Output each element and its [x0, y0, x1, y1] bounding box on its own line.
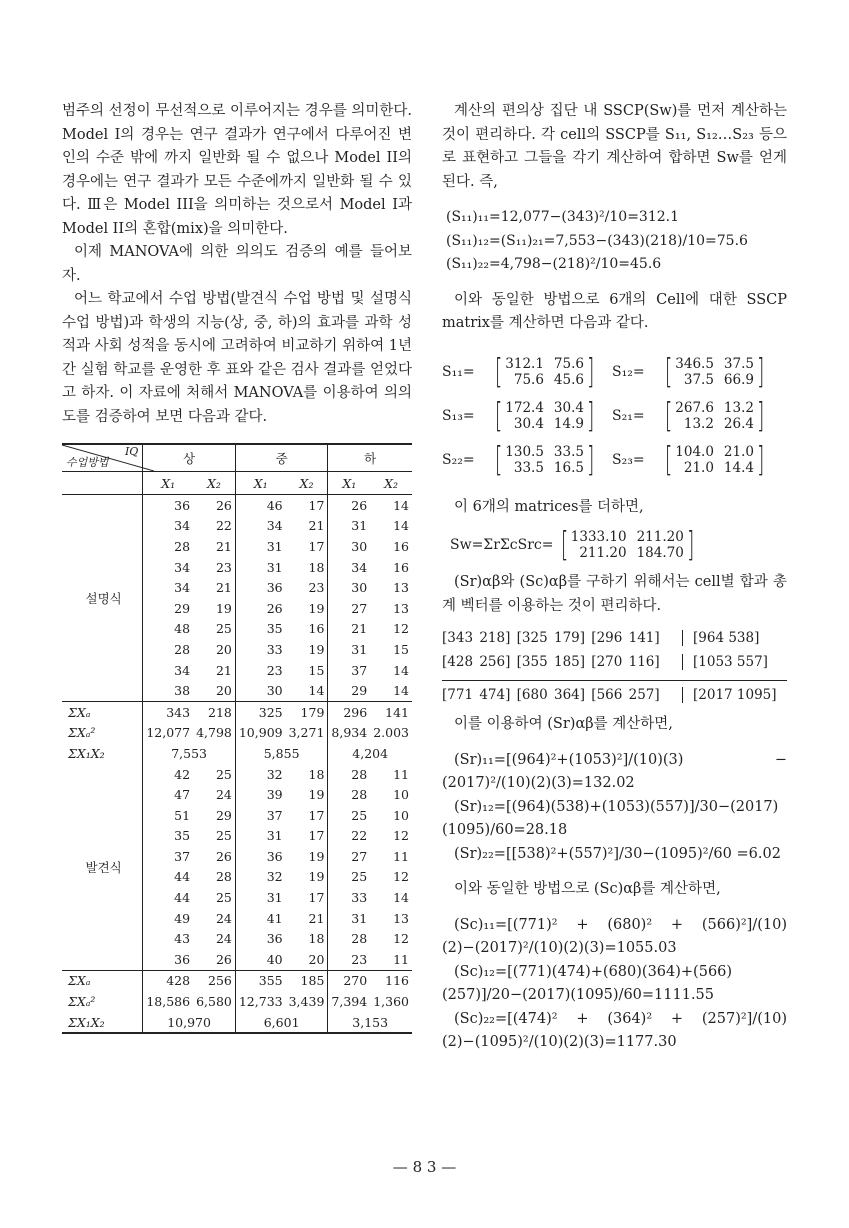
- table-cell: 26: [215, 497, 232, 513]
- sum-x-row: [62, 701, 412, 722]
- vector-row: [442, 650, 787, 674]
- table-cell: 35: [235, 619, 285, 640]
- matrix-entry: 26.4: [723, 415, 754, 432]
- matrix-entry: 33.5: [513, 459, 544, 476]
- table-cell: 28: [143, 536, 193, 557]
- table-cell: 24: [215, 787, 232, 803]
- table-cell: 28: [328, 784, 370, 805]
- sum-label: ΣX₁X₂: [62, 1012, 143, 1034]
- table-cell: 12: [393, 869, 409, 885]
- sum-cell: 296: [328, 701, 370, 722]
- matrix-entry: 30.4: [553, 399, 584, 416]
- matrix-entry: 45.6: [553, 371, 584, 388]
- matrix: [662, 395, 767, 436]
- table-cell: 25: [215, 828, 232, 844]
- table-cell: 27: [328, 598, 370, 619]
- table-cell: 10: [393, 807, 409, 823]
- right-paragraph-1: 계산의 편의상 집단 내 SSCP(Sw)를 먼저 계산하는 것이 편리하다. 각 cell의 SSCP를 S₁₁, S₁₂…S₂₃ 등으로 표현하고 그들을 각기 계산하여 합하면 Sw를 얻게 된다. 즉,: [442, 103, 787, 190]
- right-paragraph-3: 이 6개의 matrices를 더하면,: [454, 498, 644, 515]
- matrix-label: S₂₃=: [612, 451, 645, 468]
- matrix-entry: 267.6: [675, 399, 714, 416]
- variable-header: X₁: [235, 472, 285, 495]
- matrix-entry: 184.70: [636, 545, 684, 561]
- table-cell: 27: [328, 846, 370, 867]
- level-header: 하: [328, 444, 412, 472]
- table-cell: 16: [308, 621, 325, 637]
- table-cell: 11: [393, 848, 409, 864]
- table-cell: 36: [235, 577, 285, 598]
- left-column: [62, 100, 412, 1034]
- table-cell: 31: [328, 516, 370, 537]
- table-cell: 36: [235, 928, 285, 949]
- right-bracket: ]: [756, 395, 765, 436]
- equation: (S₁₁)₁₂=(S₁₁)₂₁=7,553−(343)(218)/10=75.6: [446, 232, 748, 249]
- sum-cell: 10,970: [143, 1012, 236, 1034]
- table-cell: 34: [328, 557, 370, 578]
- table-cell: 25: [328, 805, 370, 826]
- table-cell: 20: [215, 683, 232, 699]
- right-bracket: ]: [586, 351, 595, 392]
- right-bracket: ]: [686, 525, 695, 565]
- table-cell: 28: [328, 764, 370, 785]
- sum-x1x2-row: [62, 1012, 412, 1034]
- table-cell: 21: [215, 580, 232, 596]
- table-cell: 47: [143, 784, 193, 805]
- sum-cell: 3,439: [288, 994, 325, 1010]
- sum-x2-row: [62, 723, 412, 744]
- sum-cell: 4,204: [328, 743, 412, 764]
- table-cell: 34: [143, 516, 193, 537]
- right-bracket: ]: [756, 351, 765, 392]
- table-cell: 25: [215, 766, 232, 782]
- table-cell: 28: [215, 869, 232, 885]
- matrix-entry: 211.20: [579, 545, 627, 561]
- matrix: [492, 351, 597, 392]
- table-cell: 26: [215, 951, 232, 967]
- table-cell: 17: [308, 828, 325, 844]
- table-cell: 18: [308, 766, 325, 782]
- table-cell: 16: [393, 559, 409, 575]
- left-bracket: [: [494, 395, 503, 436]
- level-header: 중: [235, 444, 328, 472]
- matrix-label: S₁₃=: [442, 407, 475, 424]
- sum-label: ΣX₁X₂: [68, 745, 105, 761]
- matrix-body: [675, 400, 754, 432]
- variable-header: X₁: [143, 472, 193, 495]
- table-cell: 17: [308, 890, 325, 906]
- matrix-body: [505, 356, 584, 388]
- matrix-label: S₂₁=: [612, 407, 645, 424]
- table-cell: 31: [235, 557, 285, 578]
- variable-header: X₂: [286, 472, 328, 495]
- sw-matrix-row: [442, 519, 787, 571]
- matrix-label: S₁₂=: [612, 363, 645, 380]
- table-cell: 32: [235, 764, 285, 785]
- table-cell: 37: [143, 846, 193, 867]
- matrix-row: [442, 394, 787, 438]
- table-cell: 23: [328, 949, 370, 970]
- corner-diagonal: [62, 445, 142, 471]
- table-cell: 11: [393, 951, 409, 967]
- table-cell: 36: [235, 846, 285, 867]
- sum-cell: 8,934: [328, 723, 370, 744]
- equation: (Sc)₂₂=[(474)² + (364)² + (257)²]/(10)(2)−(1095)²/(10)(2)(3)=1177.30: [442, 1010, 787, 1050]
- table-header-row: [62, 444, 412, 472]
- table-cell: 23: [235, 660, 285, 681]
- sum-cell: 1,360: [373, 994, 409, 1010]
- sum-cell: 218: [193, 701, 235, 722]
- matrix-cell: [442, 439, 612, 480]
- table-cell: 13: [393, 910, 409, 926]
- matrix-entry: 37.5: [683, 371, 714, 388]
- table-cell: 33: [235, 639, 285, 660]
- table-cell: 19: [308, 641, 325, 657]
- table-cell: 38: [143, 680, 193, 701]
- table-corner: [62, 444, 143, 472]
- matrix-entry: 1333.10: [570, 529, 627, 545]
- sum-cell: 12,733: [235, 991, 285, 1012]
- matrix-cell: [612, 351, 782, 392]
- sum-cell: 141: [370, 701, 412, 722]
- left-paragraph-3: 어느 학교에서 수업 방법(발견식 수업 방법 및 설명식 수업 방법)과 학생의 지능(상, 중, 하)의 효과를 과학 성적과 사회 성적을 동시에 고려하여 비교하기 위하여 1년간 실험 학교를 운영한 후 표와 같은 검사 결과를 얻었다고 하자. 이 자료에 처해서 MANOVA를 이용하여 의의도를 검증하여 보면 다음과 같다.: [62, 291, 412, 425]
- right-bracket: ]: [756, 439, 765, 480]
- table-cell: 18: [308, 559, 325, 575]
- table-cell: 30: [235, 680, 285, 701]
- table-cell: 23: [215, 559, 232, 575]
- left-bracket: [: [494, 439, 503, 480]
- corner-bottom-label: 수업방법: [66, 456, 109, 469]
- matrix-entry: 130.5: [505, 443, 544, 460]
- sum-label: ΣXₐ: [62, 701, 143, 722]
- sum-cell: 7,553: [143, 743, 236, 764]
- equation: (S₁₁)₁₁=12,077−(343)²/10=312.1: [446, 209, 680, 225]
- table-cell: 22: [215, 518, 232, 534]
- table-cell: 34: [143, 557, 193, 578]
- table-cell: 44: [143, 887, 193, 908]
- table-cell: 31: [235, 826, 285, 847]
- table-cell: 28: [143, 639, 193, 660]
- right-paragraph-4: (Sr)αβ와 (Sc)αβ를 구하기 위해서는 cell별 합과 총계 벡터를 이용하는 것이 편리하다.: [442, 574, 787, 614]
- sum-cell: 355: [235, 970, 285, 991]
- equation: (Sr)₁₂=[(964)(538)+(1053)(557)]/30−(2017)(1095)/60=28.18: [442, 798, 779, 838]
- matrix: [492, 439, 597, 480]
- table-cell: 36: [143, 949, 193, 970]
- sum-cell: 3,271: [288, 725, 325, 741]
- table-cell: 32: [235, 867, 285, 888]
- s11-equations: [442, 206, 787, 277]
- matrix: [558, 525, 698, 565]
- matrix-entry: 14.9: [553, 415, 584, 432]
- matrix: [492, 395, 597, 436]
- left-bracket: [: [664, 395, 673, 436]
- table-cell: 19: [308, 787, 325, 803]
- table-cell: 37: [235, 805, 285, 826]
- matrix-cell: [612, 439, 782, 480]
- right-paragraph-5: 이를 이용하여 (Sr)αβ를 계산하면,: [454, 716, 673, 732]
- table-cell: 34: [235, 516, 285, 537]
- page-number: — 8 3 —: [392, 1158, 457, 1176]
- right-bracket: ]: [586, 395, 595, 436]
- table-cell: 19: [215, 600, 232, 616]
- table-cell: 30: [328, 536, 370, 557]
- table-cell: 20: [215, 641, 232, 657]
- table-cell: 14: [393, 890, 409, 906]
- sum-cell: 7,394: [328, 991, 370, 1012]
- table-cell: 41: [235, 908, 285, 929]
- matrix-label: S₂₂=: [442, 451, 475, 468]
- table-cell: 29: [215, 807, 232, 823]
- table-cell: 37: [328, 660, 370, 681]
- sum-label: ΣXₐ²: [68, 994, 96, 1010]
- row-total-vector: [1053 557]: [682, 654, 768, 670]
- table-cell: 14: [393, 518, 409, 534]
- sum-x1x2-row: [62, 743, 412, 764]
- matrix-entry: 13.2: [723, 399, 754, 416]
- matrix-entry: 13.2: [683, 415, 714, 432]
- table-row: [62, 495, 412, 516]
- table-cell: 17: [308, 497, 325, 513]
- sr-equations: [442, 749, 787, 867]
- table-cell: 23: [308, 580, 325, 596]
- table-cell: 28: [328, 928, 370, 949]
- table-cell: 19: [308, 600, 325, 616]
- table-cell: 49: [143, 908, 193, 929]
- table-cell: 15: [393, 641, 409, 657]
- matrix-cell: [442, 351, 612, 392]
- table-cell: 33: [328, 887, 370, 908]
- variable-header: X₂: [370, 472, 412, 495]
- data-table: [62, 443, 412, 1034]
- table-cell: 20: [308, 951, 325, 967]
- table-cell: 40: [235, 949, 285, 970]
- vector-row: [442, 626, 787, 650]
- equation: (S₁₁)₂₂=4,798−(218)²/10=45.6: [446, 256, 662, 272]
- table-cell: 12: [393, 828, 409, 844]
- left-bracket: [: [494, 351, 503, 392]
- matrix-body: [571, 529, 684, 561]
- matrix-entry: 172.4: [505, 399, 544, 416]
- sum-x-row: [62, 970, 412, 991]
- matrix-row: [442, 350, 787, 394]
- matrix-entry: 312.1: [505, 355, 544, 372]
- table-cell: 12: [393, 931, 409, 947]
- table-cell: 25: [215, 621, 232, 637]
- right-bracket: ]: [586, 439, 595, 480]
- table-cell: 19: [308, 869, 325, 885]
- matrix-body: [675, 356, 754, 388]
- sum-cell: 12,077: [143, 723, 193, 744]
- left-bracket: [: [664, 439, 673, 480]
- matrix: [662, 439, 767, 480]
- row-total-vector: [964 538]: [682, 630, 759, 646]
- left-bracket: [: [664, 351, 673, 392]
- matrix-entry: 37.5: [723, 355, 754, 372]
- matrix-entry: 75.6: [513, 371, 544, 388]
- table-row: [62, 764, 412, 785]
- table-cell: 14: [393, 662, 409, 678]
- left-paragraph-1: 범주의 선정이 무선적으로 이루어지는 경우를 의미한다. Model I의 경우는 연구 결과가 연구에서 다루어진 변인의 수준 밖에 까지 일반화 될 수 없으나 Model II의 경우에는 연구 결과가 모든 수준에까지 일반화 될 수 있다. Ⅲ은 Model III을 의미하는 것으로서 Model I과 Model II의 혼합(mix)을 의미한다.: [62, 103, 412, 237]
- sc-equations: [442, 914, 787, 1055]
- sum-cell: 6,601: [235, 1012, 328, 1034]
- matrix-entry: 104.0: [675, 443, 714, 460]
- group-label: 발견식: [85, 859, 122, 875]
- table-cell: 29: [328, 680, 370, 701]
- sum-cell: 256: [193, 970, 235, 991]
- table-cell: 42: [143, 764, 193, 785]
- left-bracket: [: [560, 525, 568, 565]
- total-vectors: [442, 626, 787, 707]
- blank-cell: [62, 472, 143, 495]
- matrix-label: S₁₁=: [442, 363, 475, 380]
- table-cell: 14: [393, 497, 409, 513]
- table-cell: 43: [143, 928, 193, 949]
- table-cell: 44: [143, 867, 193, 888]
- sum-cell: 325: [235, 701, 285, 722]
- table-cell: 31: [328, 908, 370, 929]
- table-cell: 16: [393, 538, 409, 554]
- right-column: [442, 100, 787, 1067]
- matrix-body: [505, 400, 584, 432]
- matrix-entry: 346.5: [675, 355, 714, 372]
- table-cell: 48: [143, 619, 193, 640]
- table-cell: 36: [143, 495, 193, 516]
- variable-header-row: [62, 472, 412, 495]
- sum-cell: 5,855: [235, 743, 328, 764]
- table-cell: 24: [215, 931, 232, 947]
- cell-vectors: [428 256] [355 185] [270 116]: [442, 654, 660, 670]
- sum-cell: 2.003: [373, 725, 409, 741]
- sum-x2-row: [62, 991, 412, 1012]
- equation: (Sr)₂₂=[[538)²+(557)²]/30−(1095)²/60 =6.02: [454, 845, 781, 862]
- table-cell: 21: [328, 619, 370, 640]
- matrix: [662, 351, 767, 392]
- table-cell: 21: [215, 662, 232, 678]
- table-cell: 14: [393, 683, 409, 699]
- matrix-entry: 16.5: [553, 459, 584, 476]
- table-cell: 10: [393, 787, 409, 803]
- sum-cell: 343: [143, 701, 193, 722]
- table-cell: 21: [215, 538, 232, 554]
- table-cell: 18: [308, 931, 325, 947]
- table-cell: 26: [328, 495, 370, 516]
- sw-label: Sw=ΣrΣcSrc=: [450, 537, 554, 553]
- table-cell: 17: [308, 807, 325, 823]
- cell-vectors: [343 218] [325 179] [296 141]: [442, 630, 660, 646]
- sscp-matrices: [442, 350, 787, 482]
- table-cell: 14: [308, 683, 325, 699]
- table-cell: 31: [235, 536, 285, 557]
- matrix-body: [675, 444, 754, 476]
- sum-cell: 10,909: [235, 723, 285, 744]
- table-cell: 25: [215, 890, 232, 906]
- equation: (Sr)₁₁=[(964)²+(1053)²]/(10)(3) − (2017)²/(10)(2)(3)=132.02: [442, 751, 787, 791]
- table-cell: 21: [308, 910, 325, 926]
- matrix-row: [442, 438, 787, 482]
- column-total-vectors: [771 474] [680 364] [566 257]: [442, 687, 660, 703]
- table-cell: 35: [143, 826, 193, 847]
- sum-cell: 428: [143, 970, 193, 991]
- sum-cell: 6,580: [196, 994, 232, 1010]
- right-paragraph-6: 이와 동일한 방법으로 (Sc)αβ를 계산하면,: [454, 881, 721, 897]
- table-cell: 21: [308, 518, 325, 534]
- table-cell: 30: [328, 577, 370, 598]
- matrix-entry: 33.5: [553, 443, 584, 460]
- variable-header: X₁: [328, 472, 370, 495]
- variable-header: X₂: [193, 472, 235, 495]
- sum-cell: 179: [286, 701, 328, 722]
- matrix-body: [505, 444, 584, 476]
- matrix-entry: 211.20: [636, 529, 684, 545]
- table-cell: 13: [393, 580, 409, 596]
- table-cell: 15: [308, 662, 325, 678]
- table-cell: 39: [235, 784, 285, 805]
- sum-cell: 3,153: [328, 1012, 412, 1034]
- matrix-cell: [612, 395, 782, 436]
- equation: (Sc)₁₂=[(771)(474)+(680)(364)+(566)(257)]/20−(2017)(1095)/60=1111.55: [442, 963, 733, 1003]
- table-cell: 13: [393, 600, 409, 616]
- matrix-entry: 21.0: [723, 443, 754, 460]
- table-cell: 29: [143, 598, 193, 619]
- left-paragraph-2: 이제 MANOVA에 의한 의의도 검증의 예를 들어보자.: [62, 244, 412, 284]
- sum-label: ΣXₐ: [62, 970, 143, 991]
- table-cell: 11: [393, 766, 409, 782]
- sum-cell: 116: [370, 970, 412, 991]
- group-label: 설명식: [85, 590, 122, 606]
- table-cell: 34: [143, 660, 193, 681]
- table-cell: 26: [215, 848, 232, 864]
- sum-label: ΣXₐ²: [68, 725, 96, 741]
- matrix-entry: 30.4: [513, 415, 544, 432]
- level-header: 상: [143, 444, 236, 472]
- sum-cell: 18,586: [143, 991, 193, 1012]
- table-cell: 24: [215, 910, 232, 926]
- table-cell: 12: [393, 621, 409, 637]
- matrix-cell: [442, 395, 612, 436]
- table-cell: 51: [143, 805, 193, 826]
- sum-cell: 185: [286, 970, 328, 991]
- table-cell: 46: [235, 495, 285, 516]
- table-cell: 17: [308, 538, 325, 554]
- table-cell: 31: [235, 887, 285, 908]
- matrix-entry: 75.6: [553, 355, 584, 372]
- table-cell: 34: [143, 577, 193, 598]
- matrix-entry: 21.0: [683, 459, 714, 476]
- table-cell: 25: [328, 867, 370, 888]
- sum-cell: 270: [328, 970, 370, 991]
- right-paragraph-2: 이와 동일한 방법으로 6개의 Cell에 대한 SSCP matrix를 계산하면 다음과 같다.: [442, 291, 787, 331]
- table-cell: 31: [328, 639, 370, 660]
- sum-cell: 4,798: [196, 725, 232, 741]
- table-cell: 26: [235, 598, 285, 619]
- table-cell: 19: [308, 848, 325, 864]
- matrix-entry: 66.9: [723, 371, 754, 388]
- table-cell: 22: [328, 826, 370, 847]
- equation: (Sc)₁₁=[(771)² + (680)² + (566)²]/(10)(2)−(2017)²/(10)(2)(3)=1055.03: [442, 916, 787, 956]
- grand-total-vector: [2017 1095]: [682, 687, 777, 703]
- matrix-entry: 14.4: [723, 459, 754, 476]
- vector-total-row: [442, 680, 787, 707]
- corner-top-label: IQ: [124, 445, 139, 458]
